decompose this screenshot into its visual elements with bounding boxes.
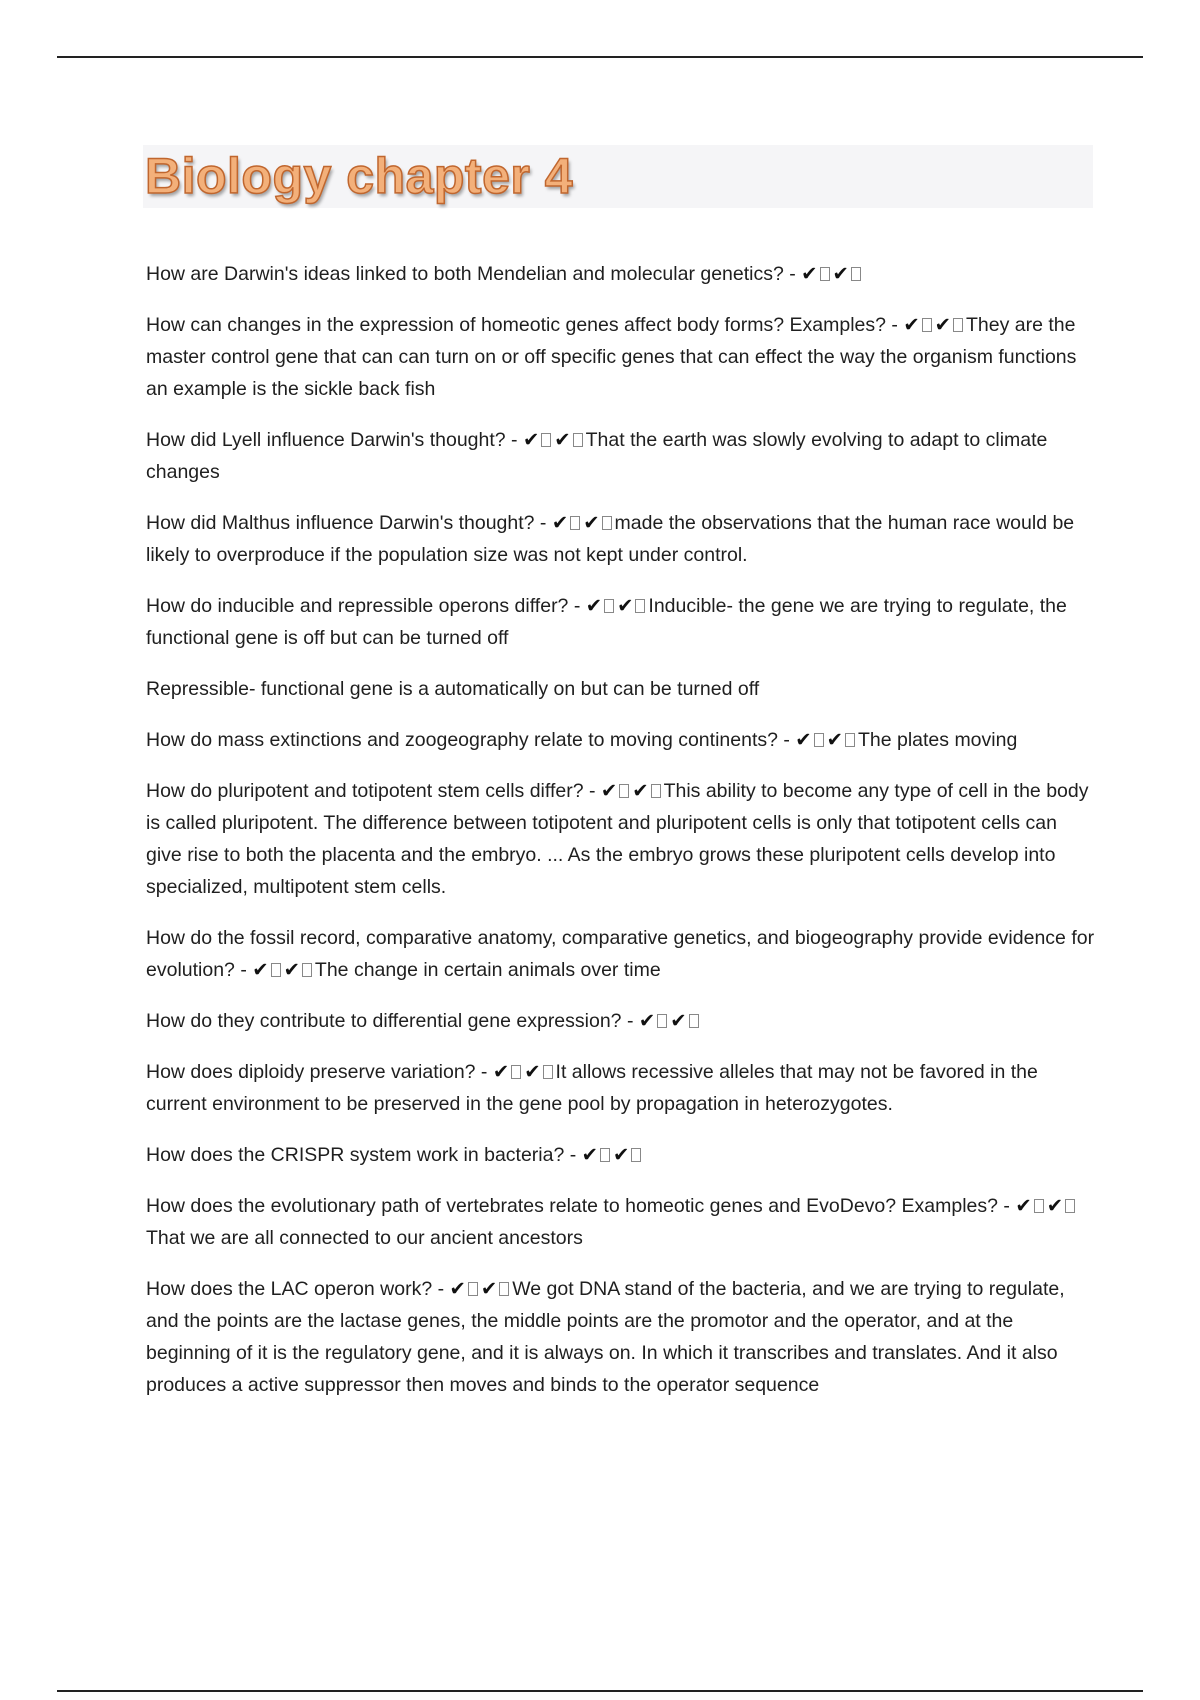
missing-glyph-box-icon bbox=[820, 267, 830, 281]
question-text: How does diploidy preserve variation? - bbox=[146, 1061, 493, 1083]
answer-text: made the observations that the human race would be likely to overproduce if the population size was not kept under control. bbox=[146, 512, 1075, 566]
qa-list bbox=[146, 258, 1096, 1420]
qa-item bbox=[146, 724, 1096, 756]
answer-marker bbox=[1015, 1195, 1078, 1217]
missing-glyph-box-icon bbox=[573, 433, 583, 447]
question-text: How do pluripotent and totipotent stem cells differ? - bbox=[146, 780, 601, 802]
missing-glyph-box-icon bbox=[541, 433, 551, 447]
answer-text: That we are all connected to our ancient ancestors bbox=[146, 1227, 583, 1249]
missing-glyph-box-icon bbox=[600, 1148, 610, 1162]
answer-marker bbox=[450, 1278, 513, 1300]
checkmark-icon: ✔ bbox=[554, 429, 571, 451]
question-text: How can changes in the expression of homeotic genes affect body forms? Examples? - bbox=[146, 314, 904, 336]
answer-marker bbox=[582, 1144, 645, 1166]
checkmark-icon: ✔ bbox=[581, 1144, 598, 1166]
checkmark-icon: ✔ bbox=[524, 1061, 541, 1083]
answer-marker bbox=[493, 1061, 556, 1083]
checkmark-icon: ✔ bbox=[670, 1010, 687, 1032]
answer-marker bbox=[252, 959, 315, 981]
answer-marker bbox=[903, 314, 966, 336]
answer-marker bbox=[552, 512, 615, 534]
answer-text: It allows recessive alleles that may not be favored in the current environment to be preserved in the gene pool by propagation in heterozygotes. bbox=[146, 1061, 1038, 1115]
qa-item bbox=[146, 507, 1096, 571]
missing-glyph-box-icon bbox=[651, 784, 661, 798]
page-title: Biology chapter 4 bbox=[145, 148, 574, 204]
missing-glyph-box-icon bbox=[635, 599, 645, 613]
missing-glyph-box-icon bbox=[845, 733, 855, 747]
qa-item bbox=[146, 1005, 1096, 1037]
checkmark-icon: ✔ bbox=[1015, 1195, 1032, 1217]
question-text: How do inducible and repressible operons differ? - bbox=[146, 595, 586, 617]
missing-glyph-box-icon bbox=[604, 599, 614, 613]
header-rule bbox=[57, 56, 1143, 58]
question-text: How do mass extinctions and zoogeography relate to moving continents? - bbox=[146, 729, 796, 751]
checkmark-icon: ✔ bbox=[795, 729, 812, 751]
question-text: How does the evolutionary path of vertebrates relate to homeotic genes and EvoDevo? Examples? - bbox=[146, 1195, 1016, 1217]
missing-glyph-box-icon bbox=[689, 1014, 699, 1028]
missing-glyph-box-icon bbox=[271, 963, 281, 977]
answer-continuation: Repressible- functional gene is a automatically on but can be turned off bbox=[146, 678, 760, 700]
checkmark-icon: ✔ bbox=[585, 595, 603, 617]
answer-text: Inducible- the gene we are trying to regulate, the functional gene is off but can be turned off bbox=[146, 595, 1067, 649]
missing-glyph-box-icon bbox=[657, 1014, 667, 1028]
answer-marker bbox=[601, 780, 664, 802]
qa-item bbox=[146, 922, 1096, 986]
qa-item bbox=[146, 775, 1096, 903]
qa-item bbox=[146, 1056, 1096, 1120]
qa-item bbox=[146, 1273, 1096, 1401]
missing-glyph-box-icon bbox=[953, 318, 963, 332]
question-text: How did Lyell influence Darwin's thought? - bbox=[146, 429, 523, 451]
missing-glyph-box-icon bbox=[851, 267, 861, 281]
missing-glyph-box-icon bbox=[302, 963, 312, 977]
missing-glyph-box-icon bbox=[543, 1065, 553, 1079]
answer-text: This ability to become any type of cell in the body is called pluripotent. The difference between totipotent and pluripotent cells is only that totipotent cells can give rise to both the placenta and the embryo. ... As the embryo grows these pluripotent cells develop into specialized, multipotent stem cells. bbox=[146, 780, 1089, 898]
checkmark-icon: ✔ bbox=[551, 512, 569, 534]
question-text: How do the fossil record, comparative anatomy, comparative genetics, and biogeography provide evidence for evolution? - bbox=[146, 927, 1095, 981]
qa-item bbox=[146, 309, 1096, 405]
footer-rule bbox=[57, 1690, 1143, 1692]
checkmark-icon: ✔ bbox=[480, 1278, 498, 1300]
missing-glyph-box-icon bbox=[499, 1282, 509, 1296]
answer-text: They are the master control gene that can can turn on or off specific genes that can effect the way the organism functions an example is the sickle back fish bbox=[146, 314, 1077, 400]
qa-item bbox=[146, 424, 1096, 488]
checkmark-icon: ✔ bbox=[522, 429, 540, 451]
question-text: How does the LAC operon work? - bbox=[146, 1278, 450, 1300]
answer-text: We got DNA stand of the bacteria, and we are trying to regulate, and the points are the lactase genes, the middle points are the promotor and the operator, and at the beginning of it is the regulatory gene, and it is always on. In which it transcribes and translates. And it also produces a active suppressor then moves and binds to the operator sequence bbox=[146, 1278, 1065, 1396]
checkmark-icon: ✔ bbox=[600, 780, 618, 802]
question-text: How are Darwin's ideas linked to both Mendelian and molecular genetics? - bbox=[146, 263, 802, 285]
checkmark-icon: ✔ bbox=[632, 780, 649, 802]
answer-text: The plates moving bbox=[857, 729, 1018, 751]
checkmark-icon: ✔ bbox=[934, 314, 951, 336]
checkmark-icon: ✔ bbox=[617, 595, 634, 617]
qa-item bbox=[146, 1190, 1096, 1254]
checkmark-icon: ✔ bbox=[583, 512, 600, 534]
checkmark-icon: ✔ bbox=[832, 263, 849, 285]
missing-glyph-box-icon bbox=[922, 318, 932, 332]
checkmark-icon: ✔ bbox=[283, 959, 300, 981]
checkmark-icon: ✔ bbox=[1046, 1195, 1064, 1217]
missing-glyph-box-icon bbox=[619, 784, 629, 798]
checkmark-icon: ✔ bbox=[613, 1144, 630, 1166]
checkmark-icon: ✔ bbox=[903, 314, 920, 336]
missing-glyph-box-icon bbox=[511, 1065, 521, 1079]
question-text: How does the CRISPR system work in bacteria? - bbox=[146, 1144, 582, 1166]
missing-glyph-box-icon bbox=[570, 516, 580, 530]
answer-text: The change in certain animals over time bbox=[314, 959, 661, 981]
qa-item bbox=[146, 258, 1096, 290]
missing-glyph-box-icon bbox=[602, 516, 612, 530]
answer-marker bbox=[586, 595, 649, 617]
answer-marker bbox=[795, 729, 858, 751]
checkmark-icon: ✔ bbox=[638, 1010, 656, 1032]
answer-marker bbox=[639, 1010, 702, 1032]
question-text: How did Malthus influence Darwin's thought? - bbox=[146, 512, 552, 534]
missing-glyph-box-icon bbox=[814, 733, 824, 747]
answer-marker bbox=[523, 429, 586, 451]
qa-item bbox=[146, 590, 1096, 654]
answer-marker bbox=[801, 263, 864, 285]
checkmark-icon: ✔ bbox=[492, 1061, 510, 1083]
qa-item bbox=[146, 1139, 1096, 1171]
missing-glyph-box-icon bbox=[468, 1282, 478, 1296]
question-text: How do they contribute to differential gene expression? - bbox=[146, 1010, 639, 1032]
checkmark-icon: ✔ bbox=[801, 263, 818, 285]
checkmark-icon: ✔ bbox=[449, 1278, 466, 1300]
answer-text: That the earth was slowly evolving to adapt to climate changes bbox=[146, 429, 1048, 483]
checkmark-icon: ✔ bbox=[252, 959, 269, 981]
missing-glyph-box-icon bbox=[1034, 1199, 1044, 1213]
missing-glyph-box-icon bbox=[1065, 1199, 1075, 1213]
missing-glyph-box-icon bbox=[631, 1148, 641, 1162]
checkmark-icon: ✔ bbox=[826, 729, 843, 751]
